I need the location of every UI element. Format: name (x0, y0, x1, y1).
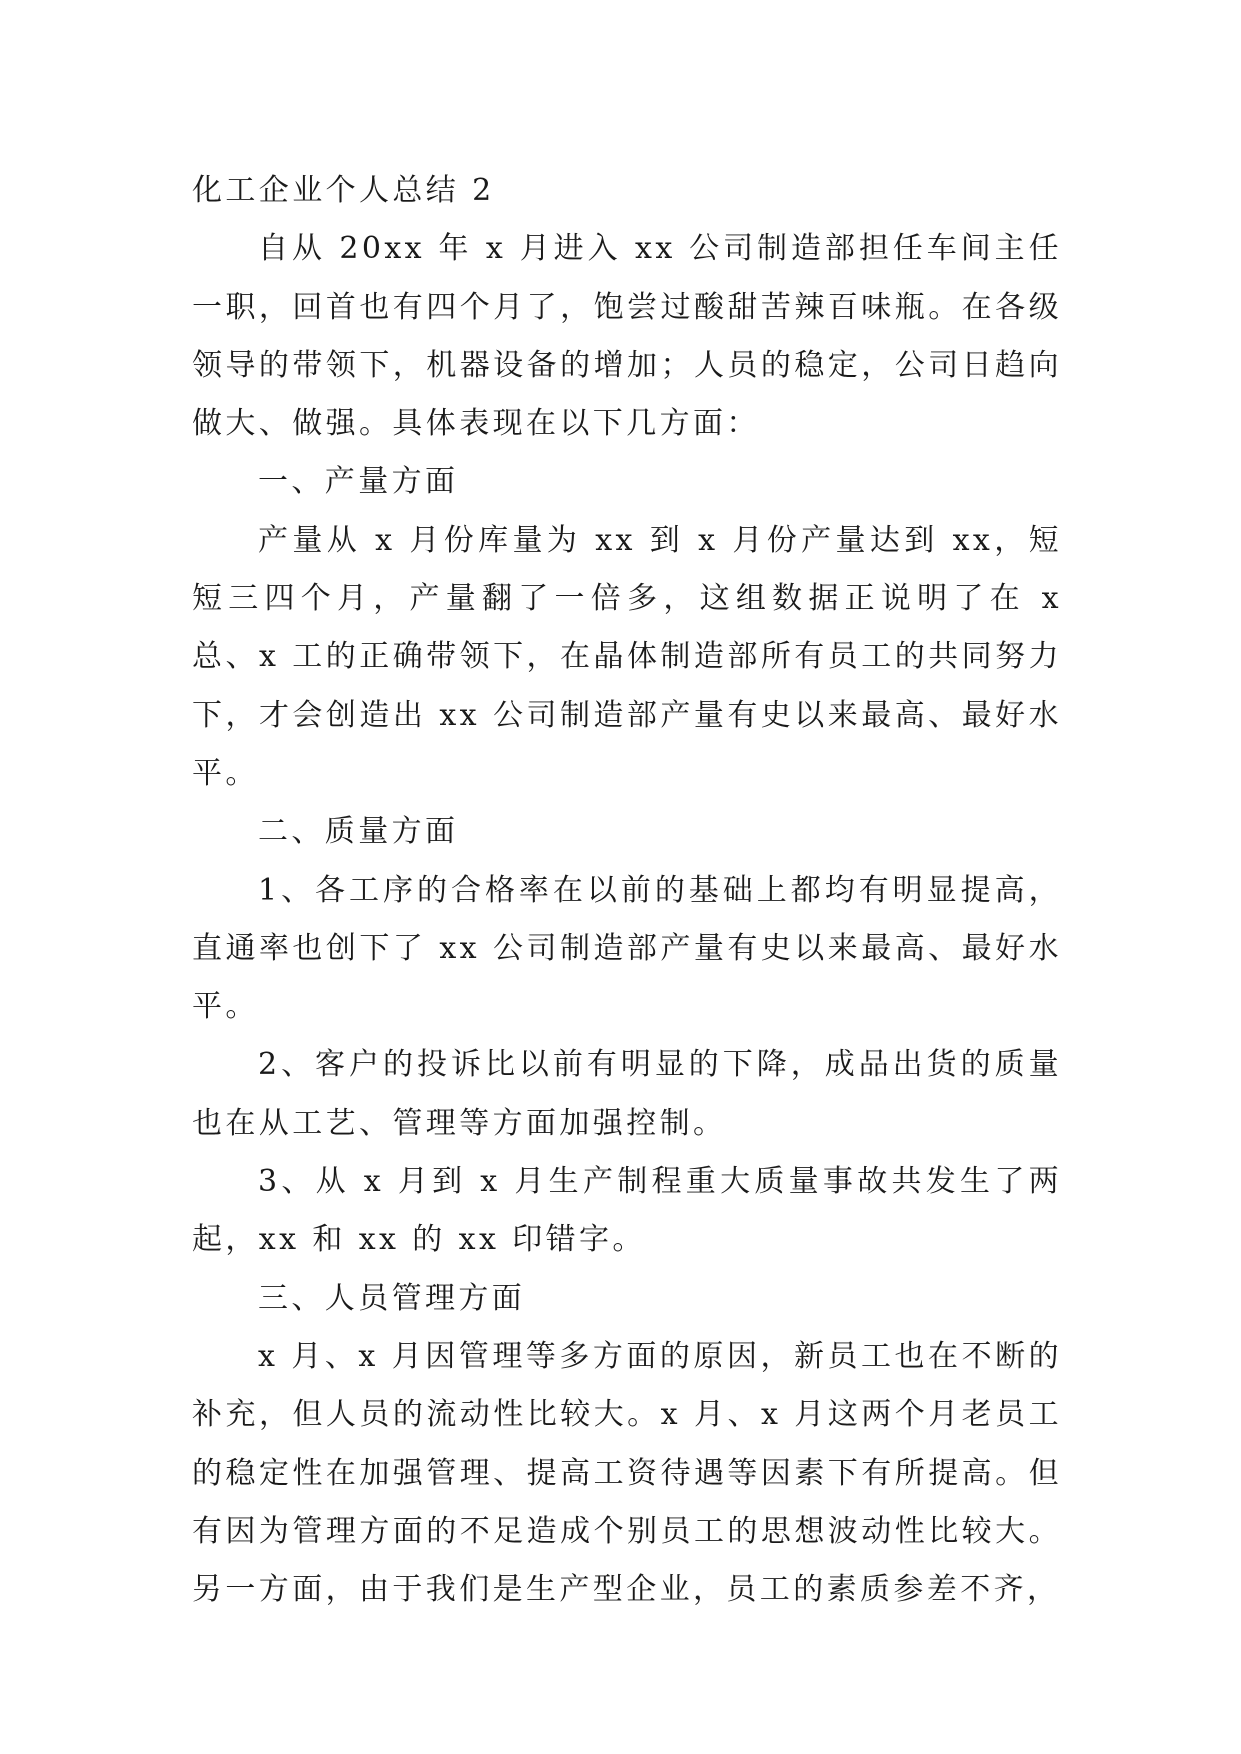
section-heading-quality: 二、质量方面 (258, 814, 459, 850)
paragraph-quality-3: 3、从 x 月到 x 月生产制程重大质量事故共发生了两起，xx 和 xx 的 xx 印错字。 (192, 1164, 1062, 1258)
document-body (192, 162, 1062, 1619)
section-heading-output: 一、产量方面 (258, 464, 459, 500)
paragraph-quality-1: 1、各工序的合格率在以前的基础上都均有明显提高，直通率也创下了 xx 公司制造部产量有史以来最高、最好水平。 (192, 872, 1062, 1025)
section-heading-personnel: 三、人员管理方面 (258, 1280, 526, 1316)
document-title: 化工企业个人总结 2 (192, 173, 495, 208)
paragraph-intro: 自从 20xx 年 x 月进入 xx 公司制造部担任车间主任一职，回首也有四个月了，饱尝过酸甜苦辣百味瓶。在各级领导的带领下，机器设备的增加；人员的稳定，公司日趋向做大、做强。具体表现在以下几方面： (192, 231, 1062, 442)
paragraph-output: 产量从 x 月份库量为 xx 到 x 月份产量达到 xx，短短三四个月，产量翻了一倍多，这组数据正说明了在 x 总、x 工的正确带领下，在晶体制造部所有员工的共同努力下，才会创造出 xx 公司制造部产量有史以来最高、最好水平。 (192, 522, 1062, 791)
paragraph-quality-2: 2、客户的投诉比以前有明显的下降，成品出货的质量也在从工艺、管理等方面加强控制。 (192, 1047, 1062, 1141)
paragraph-personnel: x 月、x 月因管理等多方面的原因，新员工也在不断的补充，但人员的流动性比较大。x 月、x 月这两个月老员工的稳定性在加强管理、提高工资待遇等因素下有所提高。但有因为管理方面的不足造成个别员工的思想波动性比较大。另一方面，由于我们是生产型企业，员工的素质参差不齐， (192, 1338, 1062, 1608)
